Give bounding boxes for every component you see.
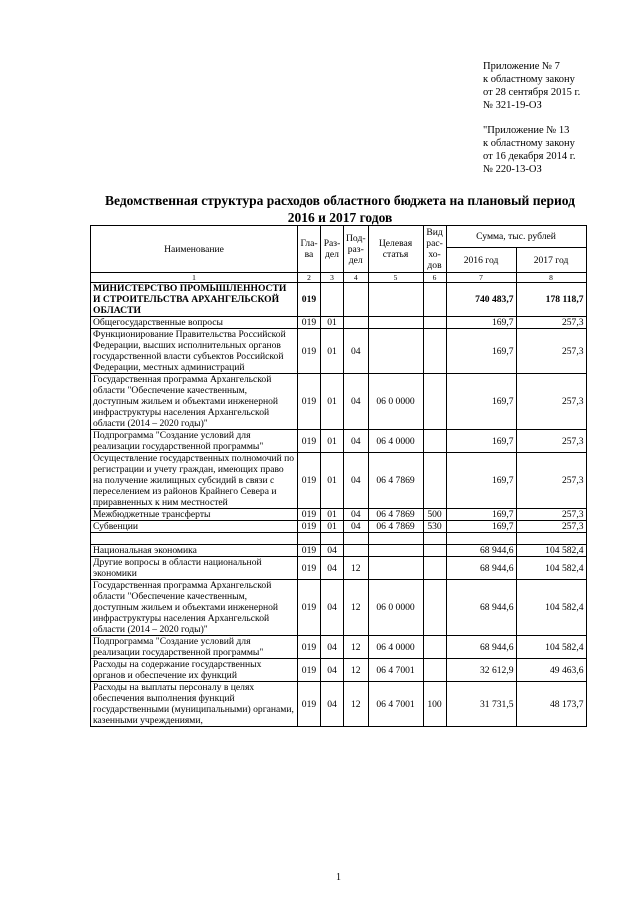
row-amount-2017: 257,3 bbox=[516, 430, 586, 453]
row-vid bbox=[423, 453, 446, 509]
row-glava: 019 bbox=[298, 430, 321, 453]
table-row bbox=[91, 659, 587, 682]
document-title bbox=[90, 192, 590, 226]
row-amount-2016: 169,7 bbox=[446, 329, 516, 374]
row-vid bbox=[423, 283, 446, 317]
row-name: Общегосударственные вопросы bbox=[91, 317, 298, 329]
row-razdel: 01 bbox=[321, 509, 344, 521]
appendix-line: "Приложение № 13 bbox=[483, 125, 570, 136]
row-podrazdel: 12 bbox=[344, 557, 369, 580]
row-vid: 500 bbox=[423, 509, 446, 521]
row-glava: 019 bbox=[298, 580, 321, 636]
row-podrazdel bbox=[344, 317, 369, 329]
row-podrazdel: 04 bbox=[344, 430, 369, 453]
row-amount-2017: 178 118,7 bbox=[516, 283, 586, 317]
row-glava: 019 bbox=[298, 509, 321, 521]
row-target: 06 4 7869 bbox=[368, 509, 423, 521]
row-podrazdel: 04 bbox=[344, 329, 369, 374]
row-vid bbox=[423, 374, 446, 430]
row-amount-2017: 49 463,6 bbox=[516, 659, 586, 682]
col-number: 5 bbox=[368, 273, 423, 283]
row-podrazdel: 12 bbox=[344, 682, 369, 727]
header-2016: 2016 год bbox=[446, 248, 516, 273]
row-name: Субвенции bbox=[91, 521, 298, 533]
row-razdel bbox=[321, 533, 344, 545]
row-vid bbox=[423, 636, 446, 659]
table-row bbox=[91, 545, 587, 557]
row-target bbox=[368, 317, 423, 329]
row-target bbox=[368, 329, 423, 374]
row-razdel: 04 bbox=[321, 682, 344, 727]
row-glava: 019 bbox=[298, 636, 321, 659]
table-row bbox=[91, 682, 587, 727]
row-amount-2016: 169,7 bbox=[446, 453, 516, 509]
title-line-1: Ведомственная структура расходов областного бюджета на плановый период bbox=[105, 193, 575, 208]
row-target bbox=[368, 283, 423, 317]
row-podrazdel: 12 bbox=[344, 636, 369, 659]
budget-table bbox=[90, 225, 587, 727]
row-vid bbox=[423, 557, 446, 580]
row-amount-2016: 169,7 bbox=[446, 317, 516, 329]
row-razdel: 01 bbox=[321, 521, 344, 533]
row-vid: 530 bbox=[423, 521, 446, 533]
row-vid bbox=[423, 430, 446, 453]
appendix-line: от 28 сентября 2015 г. bbox=[483, 87, 581, 98]
row-razdel: 01 bbox=[321, 317, 344, 329]
appendix-line: № 220-13-ОЗ bbox=[483, 164, 542, 175]
appendix-line: к областному закону bbox=[483, 138, 575, 149]
table-row bbox=[91, 430, 587, 453]
row-name: Подпрограмма "Создание условий для реализации государственной программы" bbox=[91, 636, 298, 659]
row-target: 06 4 7869 bbox=[368, 453, 423, 509]
header-glava: Гла-ва bbox=[298, 226, 321, 273]
row-podrazdel: 04 bbox=[344, 521, 369, 533]
row-amount-2016: 32 612,9 bbox=[446, 659, 516, 682]
row-razdel: 01 bbox=[321, 430, 344, 453]
column-number-row bbox=[91, 273, 587, 283]
appendix-line: Приложение № 7 bbox=[483, 61, 560, 72]
table-row bbox=[91, 317, 587, 329]
table-row bbox=[91, 374, 587, 430]
row-target bbox=[368, 557, 423, 580]
row-amount-2017: 104 582,4 bbox=[516, 636, 586, 659]
table-row bbox=[91, 533, 587, 545]
row-name: Осуществление государственных полномочий по регистрации и учету граждан, имеющих право на получение жилищных субсидий в связи с переселением из районов Крайнего Севера и приравненных к ним местностей bbox=[91, 453, 298, 509]
appendix-line: от 16 декабря 2014 г. bbox=[483, 151, 576, 162]
row-razdel: 01 bbox=[321, 453, 344, 509]
header-target: Целевая статья bbox=[368, 226, 423, 273]
col-number: 1 bbox=[91, 273, 298, 283]
row-amount-2016: 68 944,6 bbox=[446, 636, 516, 659]
col-number: 4 bbox=[344, 273, 369, 283]
page-number: 1 bbox=[336, 872, 341, 883]
row-podrazdel: 04 bbox=[344, 374, 369, 430]
header-sum: Сумма, тыс. рублей bbox=[446, 226, 586, 248]
row-target: 06 4 0000 bbox=[368, 636, 423, 659]
row-target bbox=[368, 545, 423, 557]
row-razdel: 04 bbox=[321, 557, 344, 580]
row-glava: 019 bbox=[298, 557, 321, 580]
row-razdel: 04 bbox=[321, 545, 344, 557]
row-amount-2017: 104 582,4 bbox=[516, 557, 586, 580]
col-number: 3 bbox=[321, 273, 344, 283]
row-target: 06 4 0000 bbox=[368, 430, 423, 453]
table-body bbox=[91, 283, 587, 727]
row-vid bbox=[423, 545, 446, 557]
row-amount-2017: 104 582,4 bbox=[516, 545, 586, 557]
row-name: Национальная экономика bbox=[91, 545, 298, 557]
col-number: 6 bbox=[423, 273, 446, 283]
row-amount-2016: 31 731,5 bbox=[446, 682, 516, 727]
col-number: 2 bbox=[298, 273, 321, 283]
table-row bbox=[91, 509, 587, 521]
row-name bbox=[91, 533, 298, 545]
row-amount-2016: 740 483,7 bbox=[446, 283, 516, 317]
row-name: Подпрограмма "Создание условий для реализации государственной программы" bbox=[91, 430, 298, 453]
header-podrazdel: Под-раз-дел bbox=[344, 226, 369, 273]
row-vid bbox=[423, 329, 446, 374]
row-glava: 019 bbox=[298, 682, 321, 727]
row-glava: 019 bbox=[298, 283, 321, 317]
row-target: 06 4 7869 bbox=[368, 521, 423, 533]
row-target bbox=[368, 533, 423, 545]
row-glava: 019 bbox=[298, 545, 321, 557]
row-amount-2016: 169,7 bbox=[446, 509, 516, 521]
row-glava: 019 bbox=[298, 521, 321, 533]
table-row bbox=[91, 521, 587, 533]
row-podrazdel: 04 bbox=[344, 509, 369, 521]
row-name: Функционирование Правительства Российской Федерации, высших исполнительных органов государственной власти субъектов Российской Федерации, местных администраций bbox=[91, 329, 298, 374]
row-name: Государственная программа Архангельской области "Обеспечение качественным, доступным жильем и объектами инженерной инфраструктуры населения Архангельской области (2014 – 2020 годы)" bbox=[91, 374, 298, 430]
row-amount-2016 bbox=[446, 533, 516, 545]
row-target: 06 4 7001 bbox=[368, 682, 423, 727]
row-amount-2017: 257,3 bbox=[516, 453, 586, 509]
table-row bbox=[91, 453, 587, 509]
row-amount-2016: 169,7 bbox=[446, 521, 516, 533]
row-amount-2017: 48 173,7 bbox=[516, 682, 586, 727]
appendix-note bbox=[483, 60, 623, 176]
table-header bbox=[91, 226, 587, 283]
appendix-line: № 321-19-ОЗ bbox=[483, 100, 542, 111]
table-row bbox=[91, 636, 587, 659]
row-amount-2017: 257,3 bbox=[516, 329, 586, 374]
row-vid bbox=[423, 317, 446, 329]
row-amount-2017: 257,3 bbox=[516, 521, 586, 533]
row-amount-2017: 257,3 bbox=[516, 509, 586, 521]
row-podrazdel: 12 bbox=[344, 659, 369, 682]
row-name: Государственная программа Архангельской области "Обеспечение качественным, доступным жильем и объектами инженерной инфраструктуры населения Архангельской области (2014 – 2020 годы)" bbox=[91, 580, 298, 636]
row-name: Расходы на содержание государственных органов и обеспечение их функций bbox=[91, 659, 298, 682]
row-amount-2017 bbox=[516, 533, 586, 545]
row-vid bbox=[423, 580, 446, 636]
row-glava bbox=[298, 533, 321, 545]
row-amount-2016: 169,7 bbox=[446, 430, 516, 453]
row-podrazdel bbox=[344, 533, 369, 545]
row-name: Межбюджетные трансферты bbox=[91, 509, 298, 521]
row-amount-2017: 257,3 bbox=[516, 317, 586, 329]
row-amount-2017: 104 582,4 bbox=[516, 580, 586, 636]
row-vid: 100 bbox=[423, 682, 446, 727]
row-razdel bbox=[321, 283, 344, 317]
row-razdel: 04 bbox=[321, 580, 344, 636]
row-target: 06 0 0000 bbox=[368, 580, 423, 636]
row-amount-2016: 68 944,6 bbox=[446, 580, 516, 636]
row-glava: 019 bbox=[298, 329, 321, 374]
col-number: 8 bbox=[516, 273, 586, 283]
header-razdel: Раз-дел bbox=[321, 226, 344, 273]
row-podrazdel bbox=[344, 283, 369, 317]
row-razdel: 04 bbox=[321, 659, 344, 682]
header-2017: 2017 год bbox=[516, 248, 586, 273]
row-glava: 019 bbox=[298, 659, 321, 682]
table-row bbox=[91, 329, 587, 374]
row-podrazdel bbox=[344, 545, 369, 557]
row-glava: 019 bbox=[298, 374, 321, 430]
row-razdel: 04 bbox=[321, 636, 344, 659]
row-target: 06 4 7001 bbox=[368, 659, 423, 682]
col-number: 7 bbox=[446, 273, 516, 283]
appendix-line: к областному закону bbox=[483, 74, 575, 85]
row-glava: 019 bbox=[298, 453, 321, 509]
row-name: Другие вопросы в области национальной экономики bbox=[91, 557, 298, 580]
row-name: МИНИСТЕРСТВО ПРОМЫШЛЕННОСТИ И СТРОИТЕЛЬСТВА АРХАНГЕЛЬСКОЙ ОБЛАСТИ bbox=[91, 283, 298, 317]
table-row bbox=[91, 580, 587, 636]
table-row bbox=[91, 557, 587, 580]
row-amount-2016: 68 944,6 bbox=[446, 557, 516, 580]
row-name: Расходы на выплаты персоналу в целях обеспечения выполнения функций государственными (муниципальными) органами, казенными учреждениями, bbox=[91, 682, 298, 727]
row-razdel: 01 bbox=[321, 374, 344, 430]
row-vid bbox=[423, 659, 446, 682]
row-podrazdel: 04 bbox=[344, 453, 369, 509]
title-line-2: 2016 и 2017 годов bbox=[287, 210, 393, 225]
row-amount-2017: 257,3 bbox=[516, 374, 586, 430]
header-vid: Вид рас-хо-дов bbox=[423, 226, 446, 273]
row-target: 06 0 0000 bbox=[368, 374, 423, 430]
table-row bbox=[91, 283, 587, 317]
row-razdel: 01 bbox=[321, 329, 344, 374]
row-amount-2016: 169,7 bbox=[446, 374, 516, 430]
row-glava: 019 bbox=[298, 317, 321, 329]
row-amount-2016: 68 944,6 bbox=[446, 545, 516, 557]
header-name: Наименование bbox=[91, 226, 298, 273]
row-vid bbox=[423, 533, 446, 545]
row-podrazdel: 12 bbox=[344, 580, 369, 636]
